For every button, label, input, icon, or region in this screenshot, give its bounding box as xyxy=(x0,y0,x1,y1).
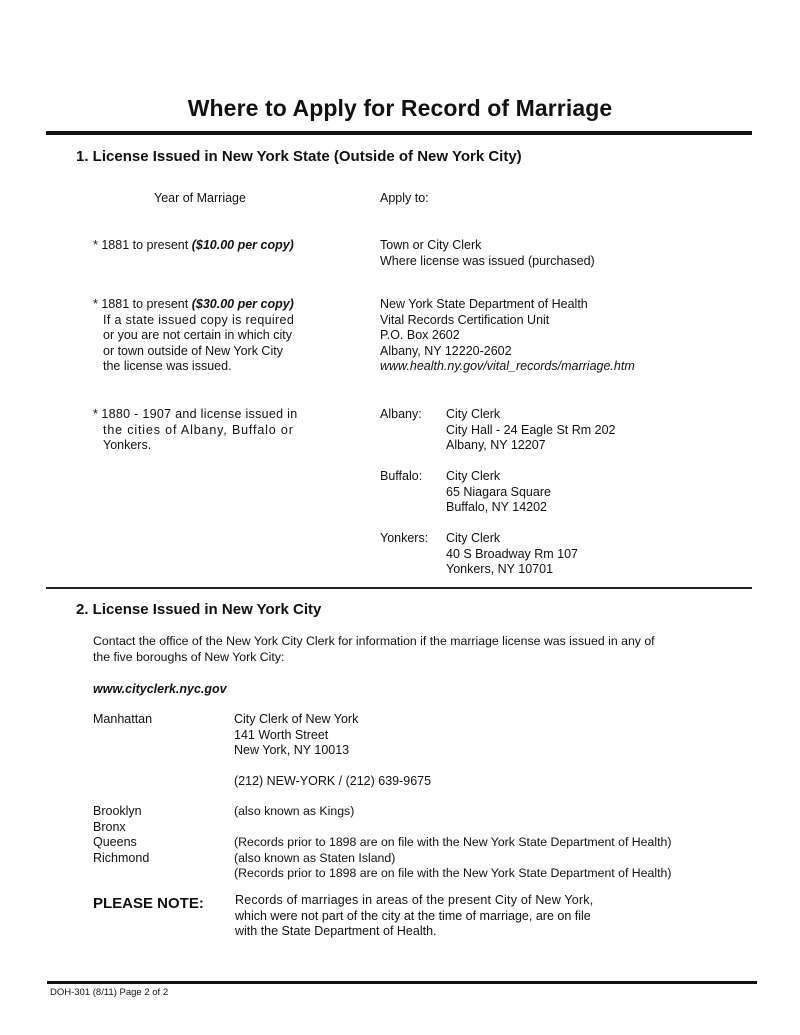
detail-line: the cities of Albany, Buffalo or xyxy=(103,422,294,437)
row3-year xyxy=(93,407,298,454)
title-rule xyxy=(46,131,752,135)
address-line: City Clerk xyxy=(446,407,501,421)
detail-line: If a state issued copy is required xyxy=(103,312,295,327)
borough-label-manhattan: Manhattan xyxy=(93,712,153,726)
manhattan-address xyxy=(234,712,358,759)
manhattan-phone: (212) NEW-YORK / (212) 639-9675 xyxy=(234,774,432,788)
footer-rule xyxy=(47,981,757,984)
year-range: 1881 to present xyxy=(101,238,189,252)
year-range: 1880 - 1907 and license issued in xyxy=(101,407,298,421)
row2-apply xyxy=(380,297,635,375)
borough-label: Bronx xyxy=(93,819,126,834)
city-address-albany xyxy=(446,407,616,454)
note-line: with the State Department of Health. xyxy=(235,924,437,938)
address-line: City Clerk of New York xyxy=(234,712,359,726)
apply-line: Vital Records Certification Unit xyxy=(380,312,550,327)
fee: ($10.00 per copy) xyxy=(191,238,294,252)
borough-label: Richmond xyxy=(93,850,150,865)
row1-apply xyxy=(380,238,595,269)
section2-intro xyxy=(93,634,655,665)
intro-line: the five boroughs of New York City: xyxy=(93,649,285,664)
year-range: 1881 to present xyxy=(101,297,189,311)
address-line: Yonkers, NY 10701 xyxy=(446,562,554,576)
bullet: * xyxy=(93,407,98,421)
apply-line: Where license was issued (purchased) xyxy=(380,253,595,268)
apply-line: Albany, NY 12220-2602 xyxy=(380,343,512,358)
bullet: * xyxy=(93,238,98,252)
intro-line: Contact the office of the New York City Clerk for information if the marriage license was issued in any of xyxy=(93,634,655,648)
city-address-yonkers xyxy=(446,531,578,578)
address-line: 40 S Broadway Rm 107 xyxy=(446,546,579,561)
address-line: Buffalo, NY 14202 xyxy=(446,500,548,514)
address-line: 65 Niagara Square xyxy=(446,484,551,499)
note-line: Records of marriages in areas of the present City of New York, xyxy=(235,893,594,907)
borough-note: (Records prior to 1898 are on file with the New York State Department of Health) xyxy=(234,835,672,849)
address-line: City Clerk xyxy=(446,469,501,483)
city-address-buffalo xyxy=(446,469,551,516)
section-divider xyxy=(46,587,752,589)
detail-line: or you are not certain in which city xyxy=(103,328,292,342)
page-title: Where to Apply for Record of Marriage xyxy=(187,95,613,121)
borough-label: Brooklyn xyxy=(93,804,142,818)
apply-line: Town or City Clerk xyxy=(380,238,482,252)
detail-line: the license was issued. xyxy=(103,359,232,373)
borough-label: Queens xyxy=(93,835,137,849)
note-line: which were not part of the city at the time of marriage, are on file xyxy=(235,908,591,923)
apply-line: P.O. Box 2602 xyxy=(380,328,460,342)
column-header-year: Year of Marriage xyxy=(154,191,246,205)
section2-heading: 2. License Issued in New York City xyxy=(76,601,322,618)
address-line: Albany, NY 12207 xyxy=(446,438,546,452)
please-note-text xyxy=(235,893,593,940)
city-label-buffalo: Buffalo: xyxy=(380,469,423,483)
bullet: * xyxy=(93,297,98,311)
please-note-label: PLEASE NOTE: xyxy=(93,895,204,912)
health-url-link[interactable]: www.health.ny.gov/vital_records/marriage.htm xyxy=(380,359,635,373)
borough-labels xyxy=(93,804,149,866)
city-label-albany: Albany: xyxy=(380,407,422,421)
footer-form-id: DOH-301 (8/11) Page 2 of 2 xyxy=(50,987,169,998)
address-line: 141 Worth Street xyxy=(234,727,329,742)
address-line: New York, NY 10013 xyxy=(234,743,350,757)
borough-note: (also known as Staten Island) xyxy=(234,850,396,865)
city-label-yonkers: Yonkers: xyxy=(380,531,429,545)
borough-note: (Records prior to 1898 are on file with the New York State Department of Health) xyxy=(234,866,672,880)
address-line: City Clerk xyxy=(446,531,501,545)
detail-line: or town outside of New York City xyxy=(103,343,283,358)
detail-line: Yonkers. xyxy=(103,438,152,452)
row1-year xyxy=(93,238,294,252)
fee: ($30.00 per copy) xyxy=(191,297,294,311)
section1-heading: 1. License Issued in New York State (Outside of New York City) xyxy=(76,148,522,165)
row2-year xyxy=(93,297,294,375)
borough-notes xyxy=(234,804,671,882)
address-line: City Hall - 24 Eagle St Rm 202 xyxy=(446,422,616,437)
borough-note xyxy=(234,820,671,836)
column-header-apply: Apply to: xyxy=(380,191,429,205)
apply-line: New York State Department of Health xyxy=(380,297,588,311)
cityclerk-url-link[interactable]: www.cityclerk.nyc.gov xyxy=(93,682,227,696)
borough-note: (also known as Kings) xyxy=(234,804,355,818)
